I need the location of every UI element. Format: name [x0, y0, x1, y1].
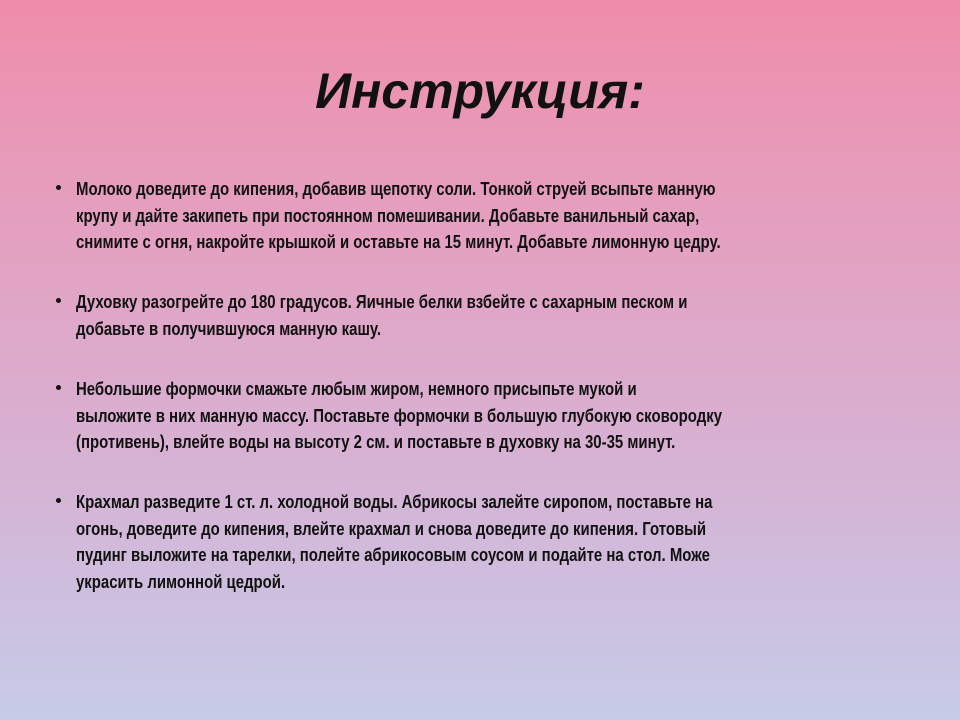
- bullet-icon: [56, 298, 61, 303]
- bullet-line: выложите в них манную массу. Поставьте формочки в большую глубокую сковородку: [76, 405, 723, 426]
- bullet-icon: [56, 498, 61, 503]
- bullet-line: добавьте в получившуюся манную кашу.: [76, 318, 382, 339]
- bullet-line: Крахмал разведите 1 ст. л. холодной воды. Абрикосы залейте сиропом, поставьте на: [76, 492, 713, 512]
- bullet-line: огонь, доведите до кипения, влейте крахмал и снова доведите до кипения. Готовый: [76, 518, 707, 539]
- bullet-icon: [56, 385, 61, 390]
- bullet-line: пудинг выложите на тарелки, полейте абрикосовым соусом и подайте на стол. Може: [76, 545, 710, 565]
- bullet-line: Небольшие формочки смажьте любым жиром, немного присыпьте мукой и: [76, 379, 637, 399]
- slide-title: Инструкция:: [315, 63, 645, 119]
- bullet-line: Молоко доведите до кипения, добавив щепотку соли. Тонкой струей всыпьте манную: [76, 179, 716, 199]
- bullet-line: крупу и дайте закипеть при постоянном помешивании. Добавьте ванильный сахар,: [76, 205, 700, 226]
- bullet-icon: [56, 185, 61, 190]
- bullet-line: Духовку разогрейте до 180 градусов. Яичные белки взбейте с сахарным песком и: [76, 292, 688, 312]
- bullet-line: украсить лимонной цедрой.: [76, 571, 286, 592]
- bullet-line: (противень), влейте воды на высоту 2 см. и поставьте в духовку на 30-35 минут.: [76, 432, 676, 452]
- bullet-line: снимите с огня, накройте крышкой и оставьте на 15 минут. Добавьте лимонную цедру.: [76, 232, 721, 252]
